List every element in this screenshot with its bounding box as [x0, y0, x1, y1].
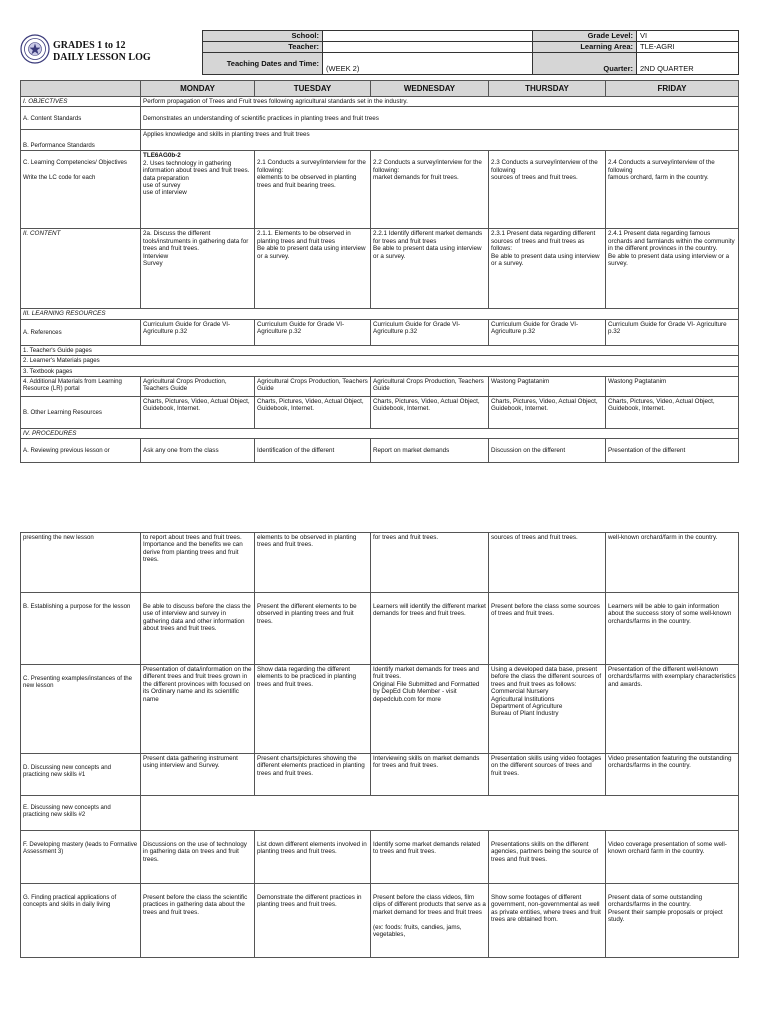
discussing1-friday: Video presentation featuring the outstanding orchards/farms in the country. [606, 754, 739, 796]
purpose-row [21, 593, 739, 665]
additional-wednesday: Agricultural Crops Production, Teachers Guide [371, 377, 489, 397]
textbook-label: 3. Textbook pages [21, 366, 739, 376]
grade-level-value[interactable]: VI [637, 31, 739, 42]
additional-thursday: Wastong Pagtatanim [489, 377, 606, 397]
learner-materials-label: 2. Learner's Materials pages [21, 356, 739, 366]
learning-area-value[interactable]: TLE-AGRI [637, 42, 739, 53]
school-label: School: [203, 31, 323, 42]
discussing1-thursday: Presentation skills using video footages on the different sources of trees and fruit trees. [489, 754, 606, 796]
competencies-wednesday: 2.2 Conducts a survey/interview for the following: market demands for fruit trees. [371, 151, 489, 229]
purpose-friday: Learners will be able to gain information about the success story of some well-known orchards/farms in the country. [606, 593, 739, 665]
applications-label: G. Finding practical applications of concepts and skills in daily living [21, 884, 141, 958]
day-tuesday: TUESDAY [255, 81, 371, 97]
discussing2-row [21, 796, 739, 831]
purpose-label: B. Establishing a purpose for the lesson [21, 593, 141, 665]
reviewing-cont-wednesday: for trees and fruit trees. [371, 533, 489, 593]
content-standards-text: Demonstrates an understanding of scientific practices in planting trees and fruit trees [141, 107, 739, 130]
reviewing-cont-thursday: sources of trees and fruit trees. [489, 533, 606, 593]
examples-monday: Presentation of data/information on the different trees and fruit trees grown in the different provinces with focused on its Ordinary name and its scientific name [141, 665, 255, 754]
content-row [21, 229, 739, 309]
performance-standards-label: B. Performance Standards [21, 130, 141, 151]
additional-friday: Wastong Pagtatanim [606, 377, 739, 397]
procedures-row [21, 429, 739, 439]
references-wednesday: Curriculum Guide for Grade VI- Agriculture p.32 [371, 319, 489, 345]
purpose-thursday: Present before the class some sources of trees and fruit trees. [489, 593, 606, 665]
lesson-grid-page-1 [20, 80, 739, 463]
content-label: II. CONTENT [21, 229, 141, 309]
day-header-row [21, 81, 739, 97]
other-tuesday: Charts, Pictures, Video, Actual Object, Guidebook, Internet. [255, 397, 371, 429]
applications-monday: Present before the class the scientific practices in gathering data about the trees and fruit trees. [141, 884, 255, 958]
teacher-label: Teacher: [203, 42, 323, 53]
reviewing-label: A. Reviewing previous lesson or [21, 439, 141, 463]
examples-wednesday: Identify market demands for trees and fruit trees. Original File Submitted and Formatted by DepEd Club Member - visit depedclub.com for more [371, 665, 489, 754]
purpose-tuesday: Present the different elements to be observed in planting trees and fruit trees. [255, 593, 371, 665]
content-standards-row [21, 107, 739, 130]
reviewing-cont-row [21, 533, 739, 593]
applications-tuesday: Demonstrate the different practices in planting trees and fruit trees. [255, 884, 371, 958]
quarter-value[interactable]: 2ND QUARTER [637, 53, 739, 75]
mastery-wednesday: Identify some market demands related to trees and fruit trees. [371, 831, 489, 884]
reviewing-tuesday: Identification of the different [255, 439, 371, 463]
examples-tuesday: Show data regarding the different elements to be practiced in planting trees and fruit trees. [255, 665, 371, 754]
title-daily-lesson-log: DAILY LESSON LOG [53, 52, 151, 63]
content-standards-label: A. Content Standards [21, 107, 141, 130]
learner-materials-row [21, 356, 739, 366]
additional-tuesday: Agricultural Crops Production, Teachers Guide [255, 377, 371, 397]
reviewing-thursday: Discussion on the different [489, 439, 606, 463]
other-wednesday: Charts, Pictures, Video, Actual Object, Guidebook, Internet. [371, 397, 489, 429]
competencies-monday-text: 2. Uses technology in gathering information about trees and fruit trees. data preparation use of survey use of interview [143, 159, 250, 197]
grade-level-label: Grade Level: [533, 31, 637, 42]
lc-code: TLE6AG0b-2 [143, 152, 181, 160]
quarter-label: Quarter: [533, 53, 637, 75]
examples-friday: Presentation of the different well-known orchards/farms with exemplary characteristics and awards. [606, 665, 739, 754]
teacher-guide-row [21, 345, 739, 355]
learning-area-label: Learning Area: [533, 42, 637, 53]
mastery-tuesday: List down different elements involved in planting trees and fruit trees. [255, 831, 371, 884]
other-monday: Charts, Pictures, Video, Actual Object, Guidebook, Internet. [141, 397, 255, 429]
other-resources-row [21, 397, 739, 429]
reviewing-cont-label: presenting the new lesson [21, 533, 141, 593]
day-friday: FRIDAY [606, 81, 739, 97]
teacher-guide-label: 1. Teacher's Guide pages [21, 345, 739, 355]
objectives-label: I. OBJECTIVES [21, 97, 141, 107]
day-thursday: THURSDAY [489, 81, 606, 97]
applications-friday: Present data of some outstanding orchards/farms in the country. Present their sample proposals or project study. [606, 884, 739, 958]
performance-standards-row [21, 130, 739, 151]
teaching-dates-label: Teaching Dates and Time: [203, 53, 323, 75]
procedures-label: IV. PROCEDURES [21, 429, 739, 439]
references-monday: Curriculum Guide for Grade VI- Agriculture p.32 [141, 319, 255, 345]
header [20, 30, 738, 76]
competencies-label: C. Learning Competencies/ Objectives Write the LC code for each [21, 151, 141, 229]
competencies-row [21, 151, 739, 229]
mastery-friday: Video coverage presentation of some well-known orchard farm in the country. [606, 831, 739, 884]
examples-label: C. Presenting examples/instances of the new lesson [21, 665, 141, 754]
discussing1-label: D. Discussing new concepts and practicing new skills #1 [21, 754, 141, 796]
content-friday: 2.4.1 Present data regarding famous orchards and farmlands within the community in the different provinces in the country. Be able to present data using interview or a survey. [606, 229, 739, 309]
competencies-friday: 2.4 Conducts a survey/interview of the following famous orchard, farm in the country. [606, 151, 739, 229]
deped-seal-icon [20, 34, 50, 64]
day-wednesday: WEDNESDAY [371, 81, 489, 97]
reviewing-cont-tuesday: elements to be observed in planting trees and fruit trees. [255, 533, 371, 593]
references-label: A. References [21, 319, 141, 345]
discussing2-cells [141, 796, 739, 831]
learning-resources-row [21, 309, 739, 319]
references-thursday: Curriculum Guide for Grade VI- Agriculture p.32 [489, 319, 606, 345]
reviewing-row [21, 439, 739, 463]
content-tuesday: 2.1.1. Elements to be observed in planting trees and fruit trees Be able to present data using interview or a survey. [255, 229, 371, 309]
mastery-row [21, 831, 739, 884]
reviewing-cont-monday: to report about trees and fruit trees. Importance and the benefits we can derive from planting trees and fruit trees. [141, 533, 255, 593]
day-monday: MONDAY [141, 81, 255, 97]
discussing2-label: E. Discussing new concepts and practicing new skills #2 [21, 796, 141, 831]
examples-thursday: Using a developed data base, present before the class the different sources of trees and fruit trees as follows: Commercial Nursery Agricultural Institutions Department of Agriculture Bureau of Plant Industry [489, 665, 606, 754]
discussing1-monday: Present data gathering instrument using interview and Survey. [141, 754, 255, 796]
performance-standards-text: Applies knowledge and skills in planting trees and fruit trees [141, 130, 739, 151]
references-friday: Curriculum Guide for Grade VI- Agriculture p.32 [606, 319, 739, 345]
applications-thursday: Show some footages of different government, non-governmental as well as private entities, where trees and fruit trees are obtained from. [489, 884, 606, 958]
reviewing-cont-friday: well-known orchard/farm in the country. [606, 533, 739, 593]
purpose-monday: Be able to discuss before the class the use of interview and survey in gathering data and other information about trees and fruit trees. [141, 593, 255, 665]
content-wednesday: 2.2.1 Identify different market demands for trees and fruit trees Be able to present data using interview or a survey. [371, 229, 489, 309]
header-fields-right [532, 30, 739, 75]
teaching-dates-value[interactable]: (WEEK 2) [323, 53, 533, 75]
mastery-thursday: Presentations skills on the different agencies, partners being the source of trees and fruit trees. [489, 831, 606, 884]
other-resources-label: B. Other Learning Resources [21, 397, 141, 429]
reviewing-wednesday: Report on market demands [371, 439, 489, 463]
purpose-wednesday: Learners will identify the different market demands for trees and fruit trees. [371, 593, 489, 665]
discussing1-row [21, 754, 739, 796]
objectives-text: Perform propagation of Trees and Fruit trees following agricultural standards set in the industry. [141, 97, 739, 107]
header-fields-left [202, 30, 533, 75]
learning-resources-label: III. LEARNING RESOURCES [21, 309, 739, 319]
content-monday: 2a. Discuss the different tools/instruments in gathering data for trees and fruit trees. Interview Survey [141, 229, 255, 309]
reviewing-friday: Presentation of the different [606, 439, 739, 463]
title-block [53, 40, 151, 64]
other-friday: Charts, Pictures, Video, Actual Object, Guidebook, Internet. [606, 397, 739, 429]
references-row [21, 319, 739, 345]
competencies-monday [141, 151, 255, 229]
applications-wednesday: Present before the class videos, film clips of different products that serve as a market demand for trees and fruit trees (ex: foods: fruits, candies, jams, vegetables, [371, 884, 489, 958]
teacher-value[interactable] [323, 42, 533, 53]
school-value[interactable] [323, 31, 533, 42]
day-header-blank [21, 81, 141, 97]
other-thursday: Charts, Pictures, Video, Actual Object, Guidebook, Internet. [489, 397, 606, 429]
textbook-row [21, 366, 739, 376]
additional-monday: Agricultural Crops Production, Teachers Guide [141, 377, 255, 397]
examples-row [21, 665, 739, 754]
lesson-grid-page-2 [20, 532, 739, 958]
reviewing-monday: Ask any one from the class [141, 439, 255, 463]
objectives-row [21, 97, 739, 107]
title-grades: GRADES 1 to 12 [53, 40, 126, 51]
applications-row [21, 884, 739, 958]
discussing1-wednesday: Interviewing skills on market demands for trees and fruit trees. [371, 754, 489, 796]
mastery-monday: Discussions on the use of technology in gathering data on trees and fruit trees. [141, 831, 255, 884]
content-thursday: 2.3.1 Present data regarding different sources of trees and fruit trees as follows: Be able to present data using interview or a survey. [489, 229, 606, 309]
additional-materials-row [21, 377, 739, 397]
additional-materials-label: 4. Additional Materials from Learning Resource (LR) portal [21, 377, 141, 397]
references-tuesday: Curriculum Guide for Grade VI- Agriculture p.32 [255, 319, 371, 345]
mastery-label: F. Developing mastery (leads to Formative Assessment 3) [21, 831, 141, 884]
discussing1-tuesday: Present charts/pictures showing the different elements practiced in planting trees and fruit trees. [255, 754, 371, 796]
competencies-tuesday: 2.1 Conducts a survey/interview for the following: elements to be observed in planting trees and fruit bearing trees. [255, 151, 371, 229]
competencies-thursday: 2.3 Conducts a survey/interview of the following sources of trees and fruit trees. [489, 151, 606, 229]
